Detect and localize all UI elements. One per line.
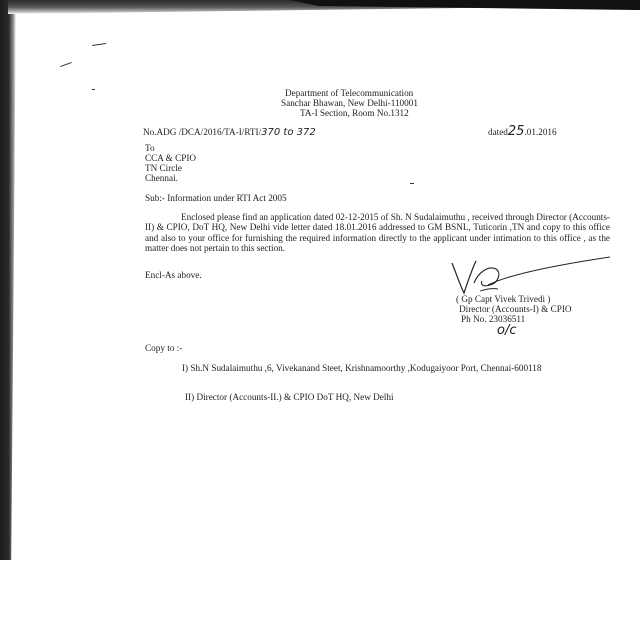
letter-date-label: dated [488, 127, 508, 137]
copy-to-item-1: I) Sh.N Sudalaimuthu ,6, Vivekanand Steet, Krishnamoorthy ,Kodugaiyoor Port, Chennai-600118 [182, 363, 542, 373]
letter-date [488, 124, 557, 139]
department-section: TA-I Section, Room No.1312 [300, 108, 409, 118]
scan-speck [60, 62, 72, 67]
handwritten-reference-range: 370 to 372 [261, 127, 316, 138]
handwritten-initials: o/c [497, 323, 517, 338]
addressee-line-1: CCA & CPIO [145, 153, 197, 163]
department-address: Sanchar Bhawan, New Delhi-110001 [281, 98, 418, 108]
addressee-line-3: Chennai. [145, 173, 178, 183]
letter-body: Enclosed please find an application dated 02-12-2015 of Sh. N Sudalaimuthu , received through Director (Accounts-II) & CPIO, DoT HQ, New Delhi vide letter dated 18.01.2016 addressed to GM BSNL, Tuticorin ,TN and copy to this office and also to your office for furnishing the required information directly to the applicant under intimation to this office , as the matter does not pertain to this section. [145, 212, 610, 254]
handwritten-date-day: 25 [507, 124, 525, 139]
copy-to-heading: Copy to :- [145, 343, 183, 353]
scan-speck [410, 183, 414, 184]
letter-date-rest: .01.2016 [524, 127, 557, 137]
enclosure-note: Encl-As above. [145, 270, 202, 280]
subject-line: Sub:- Information under RTI Act 2005 [145, 193, 287, 203]
signatory-name: ( Gp Capt Vivek Trivedi ) [456, 294, 551, 304]
reference-number-text: No.ADG /DCA/2016/TA-I/RTI/ [143, 127, 262, 137]
signatory-designation: Director (Accounts-I) & CPIO [459, 304, 572, 314]
addressee-to: To [145, 143, 155, 153]
copy-to-item-2: II) Director (Accounts-II.) & CPIO DoT HQ, New Delhi [185, 392, 394, 402]
scan-speck [92, 89, 95, 90]
signatory-phone: Ph No. 23036511 [461, 314, 526, 324]
department-name: Department of Telecommunication [285, 88, 414, 98]
addressee-line-2: TN Circle [145, 163, 182, 173]
scan-shadow-left [0, 0, 16, 560]
scan-speck [92, 43, 106, 46]
reference-number [143, 127, 316, 138]
